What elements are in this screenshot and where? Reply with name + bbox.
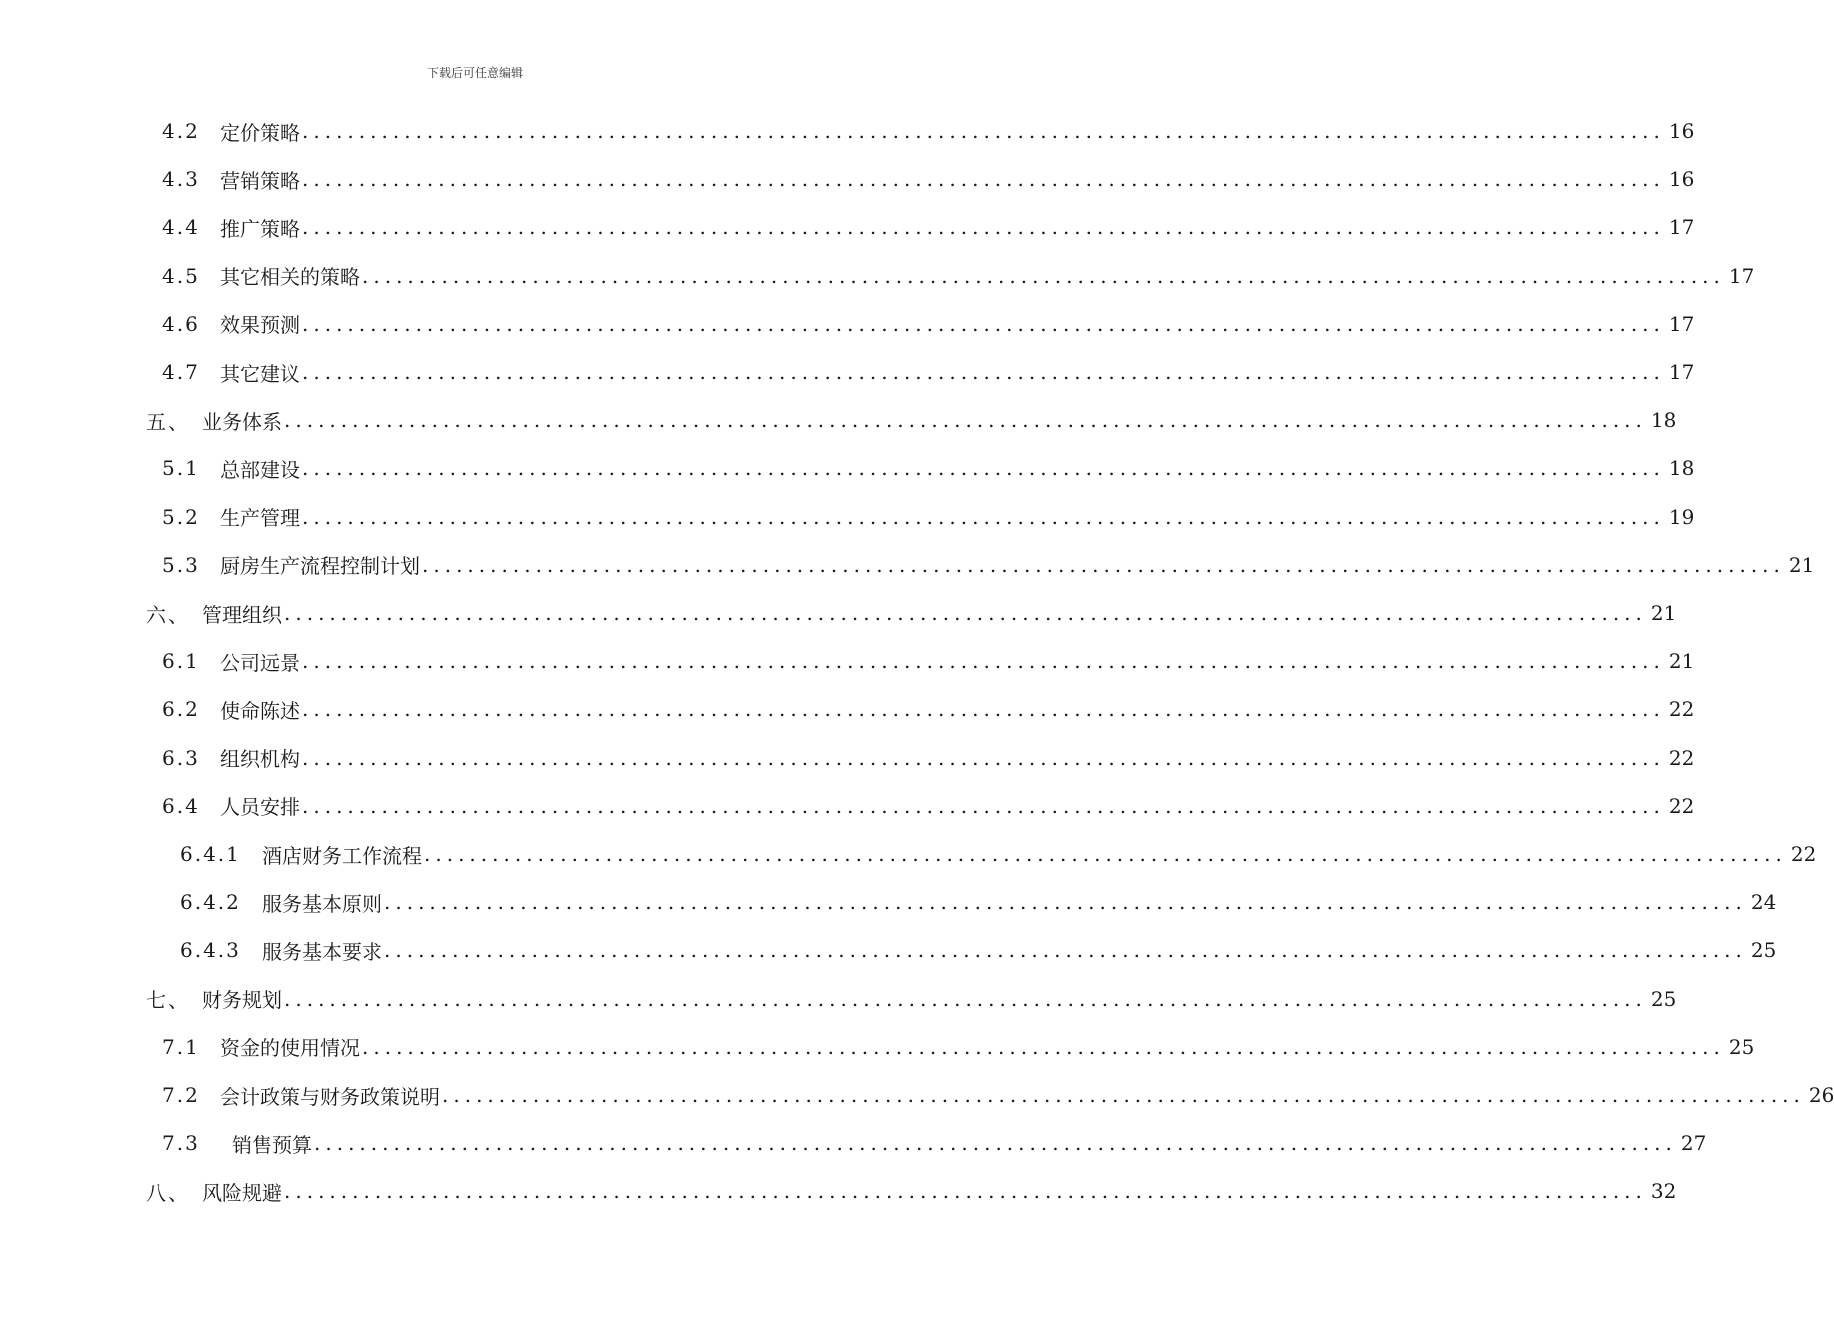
- toc-entry[interactable]: [146, 982, 1677, 1016]
- toc-entry[interactable]: [162, 789, 1695, 823]
- toc-entry-page: 25: [1650, 986, 1677, 1011]
- toc-entry-number: 5.3: [162, 552, 200, 577]
- toc-dot-leader: ........................................................................................................................: [384, 890, 1747, 915]
- toc-entry-number: 4.3: [162, 167, 200, 192]
- toc-entry[interactable]: [162, 741, 1695, 775]
- toc-entry-title: 生产管理: [220, 506, 300, 531]
- toc-entry-page: 26: [1808, 1083, 1834, 1107]
- toc-entry-page: 21: [1788, 552, 1815, 577]
- toc-entry-number: 4.2: [162, 119, 200, 143]
- toc-dot-leader: ........................................................................................................................: [284, 601, 1647, 625]
- toc-dot-leader: ........................................................................................................................: [362, 1034, 1725, 1059]
- toc-entry[interactable]: [162, 307, 1695, 341]
- toc-entry-page: 17: [1668, 215, 1695, 240]
- toc-entry-page: 22: [1668, 745, 1695, 770]
- toc-entry-title: 其它建议: [220, 361, 300, 386]
- toc-entry-page: 25: [1728, 1034, 1755, 1059]
- toc-entry-number: 6.4.1: [180, 842, 241, 866]
- toc-entry[interactable]: [162, 548, 1815, 582]
- toc-entry-page: 17: [1668, 360, 1695, 384]
- toc-entry-title: 推广策略: [220, 216, 300, 241]
- page-header: 下载后可任意编辑: [426, 66, 523, 80]
- toc-entry-number: 五、: [146, 409, 190, 434]
- toc-dot-leader: ........................................................................................................................: [302, 167, 1665, 192]
- toc-entry[interactable]: [162, 210, 1695, 244]
- toc-entry[interactable]: [162, 500, 1695, 534]
- toc-entry-number: 7.1: [162, 1034, 200, 1059]
- toc-entry-page: 21: [1668, 649, 1695, 674]
- toc-dot-leader: ........................................................................................................................: [284, 408, 1647, 433]
- toc-entry-number: 八、: [146, 1180, 190, 1205]
- toc-entry-page: 32: [1650, 1179, 1677, 1204]
- toc-entry-title: 厨房生产流程控制计划: [220, 554, 420, 579]
- toc-entry-number: 4.6: [162, 311, 200, 336]
- toc-entry-title: 资金的使用情况: [220, 1036, 360, 1061]
- toc-entry-number: 7.2: [162, 1083, 200, 1107]
- toc-entry-title: 定价策略: [220, 120, 300, 145]
- toc-entry-page: 22: [1668, 697, 1695, 722]
- toc-entry[interactable]: [162, 355, 1695, 389]
- toc-entry-page: 21: [1650, 601, 1677, 625]
- toc-entry-number: 6.3: [162, 745, 200, 770]
- toc-entry-page: 27: [1680, 1131, 1707, 1156]
- toc-entry[interactable]: [146, 403, 1677, 437]
- toc-entry-number: 5.1: [162, 456, 200, 481]
- toc-entry[interactable]: [162, 114, 1695, 148]
- toc-entry-page: 18: [1668, 456, 1695, 481]
- toc-entry[interactable]: [146, 1174, 1677, 1208]
- toc-entry-page: 16: [1668, 167, 1695, 192]
- toc-dot-leader: ........................................................................................................................: [362, 263, 1725, 288]
- toc-entry-page: 25: [1750, 938, 1777, 963]
- toc-entry[interactable]: [146, 596, 1677, 630]
- toc-entry-number: 6.4: [162, 793, 200, 818]
- toc-entry-title: 组织机构: [220, 747, 300, 772]
- toc-dot-leader: ........................................................................................................................: [424, 842, 1787, 866]
- toc-entry-number: 6.4.3: [180, 938, 241, 963]
- toc-dot-leader: ........................................................................................................................: [284, 1179, 1647, 1204]
- toc-entry[interactable]: [180, 933, 1777, 967]
- toc-entry[interactable]: [162, 1078, 1834, 1112]
- toc-entry[interactable]: [162, 259, 1755, 293]
- toc-entry-title: 效果预测: [220, 313, 300, 338]
- toc-entry[interactable]: [162, 644, 1695, 678]
- toc-entry-number: 6.1: [162, 649, 200, 674]
- toc-entry-page: 17: [1668, 311, 1695, 336]
- toc-dot-leader: ........................................................................................................................: [284, 986, 1647, 1011]
- toc-entry-page: 17: [1728, 263, 1755, 288]
- toc-entry-page: 18: [1650, 408, 1677, 433]
- toc-entry-title: 管理组织: [202, 602, 282, 627]
- toc-entry-title: 会计政策与财务政策说明: [220, 1084, 440, 1109]
- toc-entry-page: 16: [1668, 119, 1695, 143]
- toc-dot-leader: ........................................................................................................................: [302, 311, 1665, 336]
- toc-entry-title: 公司远景: [220, 650, 300, 675]
- toc-dot-leader: ........................................................................................................................: [314, 1131, 1677, 1156]
- toc-entry-title: 风险规避: [202, 1180, 282, 1205]
- toc-entry-title: 人员安排: [220, 795, 300, 820]
- toc-dot-leader: ........................................................................................................................: [302, 697, 1665, 722]
- toc-dot-leader: ........................................................................................................................: [302, 215, 1665, 240]
- toc-entry-number: 6.4.2: [180, 890, 241, 915]
- toc-entry[interactable]: [162, 1126, 1707, 1160]
- toc-dot-leader: ........................................................................................................................: [302, 119, 1665, 143]
- toc-entry-number: 七、: [146, 988, 190, 1013]
- toc-entry[interactable]: [180, 837, 1817, 871]
- toc-entry-title: 营销策略: [220, 168, 300, 193]
- toc-entry-title: 销售预算: [232, 1132, 312, 1157]
- toc-entry-page: 22: [1790, 842, 1817, 866]
- toc-dot-leader: ........................................................................................................................: [302, 745, 1665, 770]
- toc-entry-page: 19: [1668, 504, 1695, 529]
- toc-entry-number: 4.7: [162, 360, 200, 384]
- toc-entry[interactable]: [180, 885, 1777, 919]
- toc-dot-leader: ........................................................................................................................: [302, 504, 1665, 529]
- toc-dot-leader: ........................................................................................................................: [384, 938, 1747, 963]
- toc-entry-title: 使命陈述: [220, 698, 300, 723]
- toc-entry-number: 5.2: [162, 504, 200, 529]
- toc-entry[interactable]: [162, 451, 1695, 485]
- toc-entry-page: 22: [1668, 793, 1695, 818]
- toc-entry-title: 财务规划: [202, 988, 282, 1013]
- toc-dot-leader: ........................................................................................................................: [302, 456, 1665, 481]
- toc-entry-number: 6.2: [162, 697, 200, 722]
- toc-entry-title: 其它相关的策略: [220, 265, 360, 290]
- toc-entry[interactable]: [162, 162, 1695, 196]
- toc-entry-title: 总部建设: [220, 457, 300, 482]
- toc-entry-title: 业务体系: [202, 409, 282, 434]
- toc-dot-leader: ........................................................................................................................: [302, 360, 1665, 384]
- toc-entry-number: 六、: [146, 602, 190, 627]
- toc-entry-title: 服务基本要求: [262, 939, 382, 964]
- toc-dot-leader: ........................................................................................................................: [302, 649, 1665, 674]
- toc-entry-title: 酒店财务工作流程: [262, 843, 422, 868]
- toc-entry[interactable]: [162, 1030, 1755, 1064]
- toc-entry-page: 24: [1750, 890, 1777, 915]
- toc-dot-leader: ........................................................................................................................: [302, 793, 1665, 818]
- toc-entry[interactable]: [162, 692, 1695, 726]
- toc-entry-number: 7.3: [162, 1131, 200, 1156]
- toc-dot-leader: ........................................................................................................................: [442, 1083, 1805, 1107]
- toc-entry-number: 4.5: [162, 263, 200, 288]
- toc-entry-title: 服务基本原则: [262, 891, 382, 916]
- toc-entry-number: 4.4: [162, 215, 200, 240]
- toc-dot-leader: ........................................................................................................................: [422, 552, 1785, 577]
